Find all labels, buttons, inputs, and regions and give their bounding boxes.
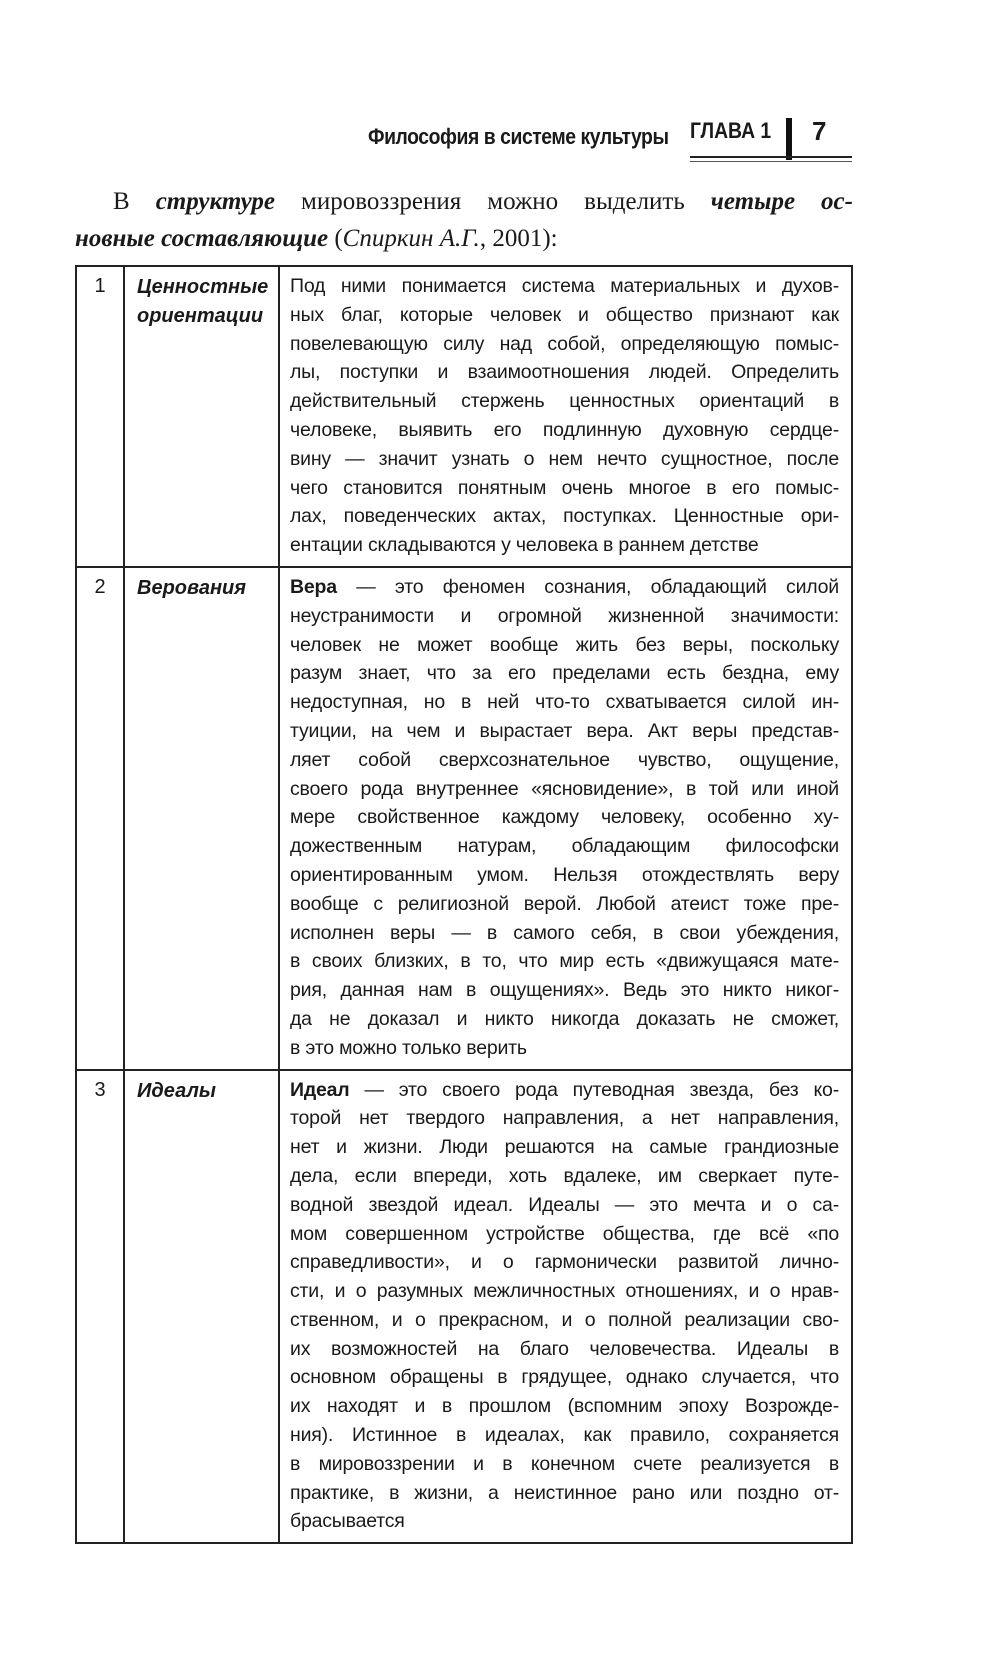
description-line: мере свойственное каждому человеку, особенно ху- [290,806,839,829]
description-line: действительный стержень ценностных ориентаций в [290,390,839,413]
description-line: основном обращены в грядущее, однако случается, что [290,1366,839,1389]
description-line: вообще с религиозной верой. Любой атеист тоже пре- [290,892,839,915]
description-line: рия, данная нам в ощущениях». Ведь это никто никог- [290,979,839,1002]
description-line: человеке, выявить его подлинную духовную сердце- [290,418,839,441]
description-line: ентации складываются у человека в раннем детстве [290,534,759,557]
description-line: мом совершенном устройстве общества, где всё «по [290,1222,839,1245]
description-line: недоступная, но в ней что-то схватывается силой ин- [290,691,839,714]
description-line: дела, если впереди, хоть вдалеке, им сверкает путе- [290,1164,839,1187]
description-line: исполнен веры — в самого себя, в свои убеждения, [290,921,839,944]
description-line: человек не может вообще жить без веры, поскольку [290,633,839,656]
component-term: Ценностные ориентации [124,266,279,567]
intro-emphasis: новные составляющие [75,225,329,252]
chapter-label: ГЛАВА 1 [690,118,772,143]
intro-emphasis: четыре ос- [710,188,853,215]
description-line: Идеал — это своего рода путеводная звезда, без ко- [290,1078,839,1101]
description-line: лах, поведенческих актах, поступках. Ценностные ори- [290,505,839,528]
table-row [76,1070,852,1544]
description-line: лы, поступки и взаимоотношения людей. Определить [290,361,839,384]
intro-line [75,220,853,257]
page-number: 7 [812,116,827,146]
description-line: ственном, и о прекрасном, и о полной реализации сво- [290,1308,839,1331]
defined-term: Вера [290,575,337,598]
table-row [76,266,852,567]
description-line: водной звездой идеал. Идеалы — это мечта и о са- [290,1193,839,1216]
defined-term: Идеал [290,1078,350,1101]
component-description [279,266,852,567]
description-line: торой нет твердого направления, а нет направления, [290,1107,839,1130]
worldview-components-table [75,265,853,1544]
description-line: вину — значит узнать о нем нечто сущностное, после [290,447,839,470]
description-line: их находят и в прошлом (вспомним эпоху Возрожде- [290,1395,839,1418]
description-line: справедливости», и о гармонически развитой лично- [290,1251,839,1274]
intro-text: ( [328,225,343,252]
description-line: брасывается [290,1510,405,1533]
section-title: Философия в системе культуры [368,124,669,149]
description-line: в мировоззрении и в конечном счете реализуется в [290,1452,839,1475]
description-line: неустранимости и огромной жизненной значимости: [290,604,839,627]
intro-emphasis: структуре [155,188,276,215]
row-number: 1 [76,266,124,567]
description-line: дожественным натурам, обладающим философски [290,835,839,858]
description-line: Под ними понимается система материальных и духов- [290,275,839,297]
component-description [279,1070,852,1544]
row-number: 3 [76,1070,124,1544]
table-row [76,567,852,1070]
description-line: разум знает, что за его пределами есть бездна, ему [290,662,839,685]
component-term: Идеалы [124,1070,279,1544]
description-line: в это можно только верить [290,1036,527,1059]
description-line: сти, и о разумных межличностных отношениях, и о нрав- [290,1280,839,1303]
description-line: их возможностей на благо человечества. Идеалы в [290,1337,839,1360]
component-description [279,567,852,1070]
description-line: ляет собой сверхсознательное чувство, ощущение, [290,748,839,771]
description-line: практике, в жизни, а неистинное рано или поздно от- [290,1481,839,1504]
intro-text: , 2001): [479,225,558,252]
description-line: ориентированным умом. Нельзя отождествлять веру [290,863,839,886]
description-line: Вера — это феномен сознания, обладающий силой [290,575,839,598]
description-line: ных благ, которые человек и общество признают как [290,303,839,326]
description-line: своего рода внутреннее «ясновидение», в той или иной [290,777,839,800]
header-rule-thin [690,161,852,162]
description-line: нет и жизни. Люди решаются на самые грандиозные [290,1136,839,1159]
header-rule [690,156,852,158]
intro-text: В [113,188,156,215]
header-divider [786,118,792,160]
intro-citation: Спиркин А.Г. [342,225,480,252]
description-line: ния). Истинное в идеалах, как правило, сохраняется [290,1424,839,1447]
intro-text: мировоззрения можно выделить [275,188,711,215]
description-line: чего становится понятным очень многое в его помыс- [290,476,839,499]
component-term: Верования [124,567,279,1070]
description-line: да не доказал и никто никогда доказать не сможет, [290,1007,839,1030]
row-number: 2 [76,567,124,1070]
description-line: в своих близких, в то, что мир есть «движущаяся мате- [290,950,839,973]
intro-paragraph [75,183,853,257]
description-line: туиции, на чем и вырастает вера. Акт веры представ- [290,719,839,742]
intro-line [75,183,853,220]
description-line: повелевающую силу над собой, определяющую помыс- [290,332,839,355]
